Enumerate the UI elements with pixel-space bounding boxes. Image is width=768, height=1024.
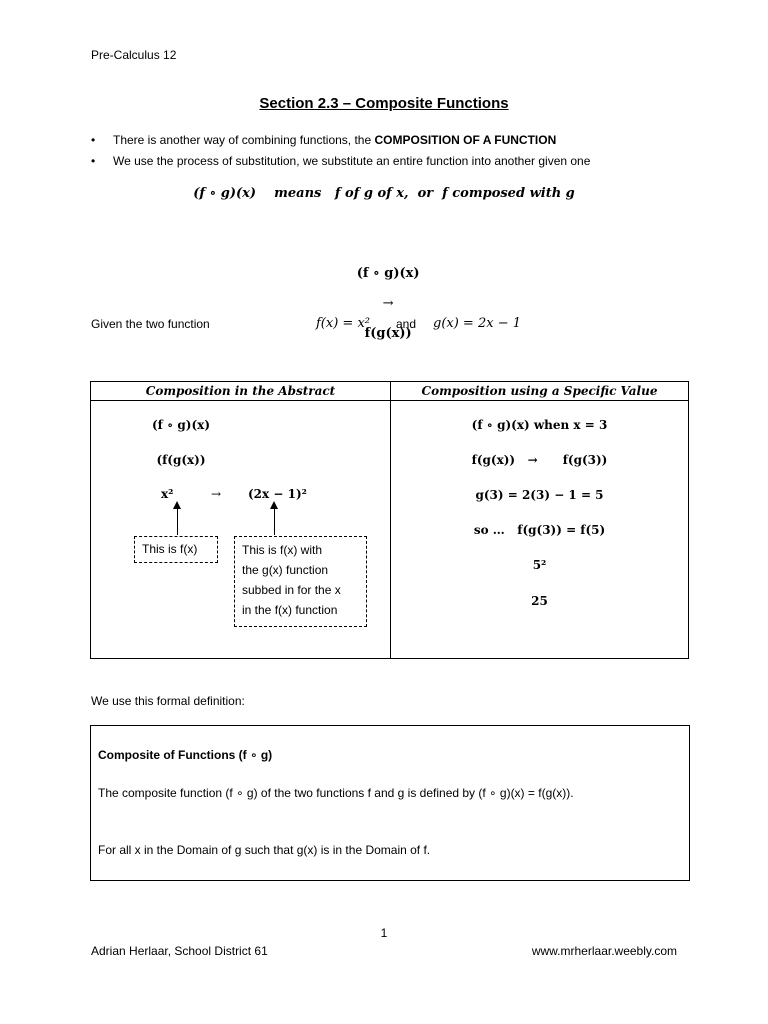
bullet-emphasis: COMPOSITION OF A FUNCTION [374, 133, 557, 147]
definition-title: Composite of Functions (f ∘ g) [98, 748, 273, 762]
specific-line6: 25 [531, 594, 548, 608]
specific-line5: 5² [532, 558, 547, 572]
callout-line: the g(x) function [242, 563, 329, 577]
callout-substitution [234, 536, 367, 627]
page-title: Section 2.3 – Composite Functions [259, 95, 509, 112]
specific-line2: f(g(x)) → f(g(3)) [471, 453, 608, 467]
arrow-icon: → [382, 296, 394, 311]
given-f: f(x) = x² [316, 316, 370, 331]
table-header-specific: Composition using a Specific Value [421, 384, 658, 398]
callout-line: This is f(x) with [242, 543, 323, 557]
specific-line3: g(3) = 2(3) − 1 = 5 [475, 488, 604, 502]
bullet-dot: • [91, 154, 96, 168]
bullet-text: We use the process of substitution, we substitute an entire function into another given one [113, 154, 591, 168]
callout-fx-text: This is f(x) [142, 542, 198, 556]
footer-author: Adrian Herlaar, School District 61 [91, 944, 268, 958]
up-arrow-icon [177, 508, 178, 535]
composition-definition-line: (f ∘ g)(x) means f of g of x, or f composed with g [193, 186, 575, 201]
given-g: g(x) = 2x − 1 [433, 316, 521, 331]
bullet-text [113, 133, 556, 147]
footer-website: www.mrherlaar.weebly.com [531, 944, 677, 958]
page-number: 1 [380, 926, 388, 940]
abstract-line2: (f(g(x)) [156, 453, 206, 467]
given-and: and [396, 317, 417, 331]
bullet-text-plain: There is another way of combining functions, the [113, 133, 375, 147]
table-header-abstract: Composition in the Abstract [145, 384, 336, 398]
callout-fx [134, 536, 218, 563]
bullet-item [91, 133, 556, 147]
given-label: Given the two function [91, 317, 210, 331]
abstract-line1: (f ∘ g)(x) [152, 418, 210, 432]
up-arrow-icon [274, 508, 275, 535]
arrow-line-left: (f ∘ g)(x) [356, 266, 420, 281]
specific-line1: (f ∘ g)(x) when x = 3 [471, 418, 608, 432]
composition-table [90, 381, 689, 659]
abstract-substitution: (2x − 1)² [248, 487, 307, 501]
bullet-item [91, 154, 590, 168]
abstract-x2: x² [161, 487, 174, 501]
definition-paragraph: The composite function (f ∘ g) of the two functions f and g is defined by (f ∘ g)(x) = f(g(x)). [98, 786, 574, 800]
course-header: Pre-Calculus 12 [91, 48, 177, 62]
callout-line: in the f(x) function [242, 603, 338, 617]
abstract-arrow-icon: → [211, 487, 222, 501]
callout-line: subbed in for the x [242, 583, 341, 597]
definition-domain-condition: For all x in the Domain of g such that g(x) is in the Domain of f. [98, 843, 431, 857]
formal-definition-label: We use this formal definition: [91, 694, 245, 708]
bullet-dot: • [91, 133, 96, 147]
table-divider [91, 400, 688, 401]
definition-box [90, 725, 690, 881]
arrow-line-right: f(g(x)) [364, 326, 412, 341]
specific-line4: so … f(g(3)) = f(5) [473, 523, 606, 537]
